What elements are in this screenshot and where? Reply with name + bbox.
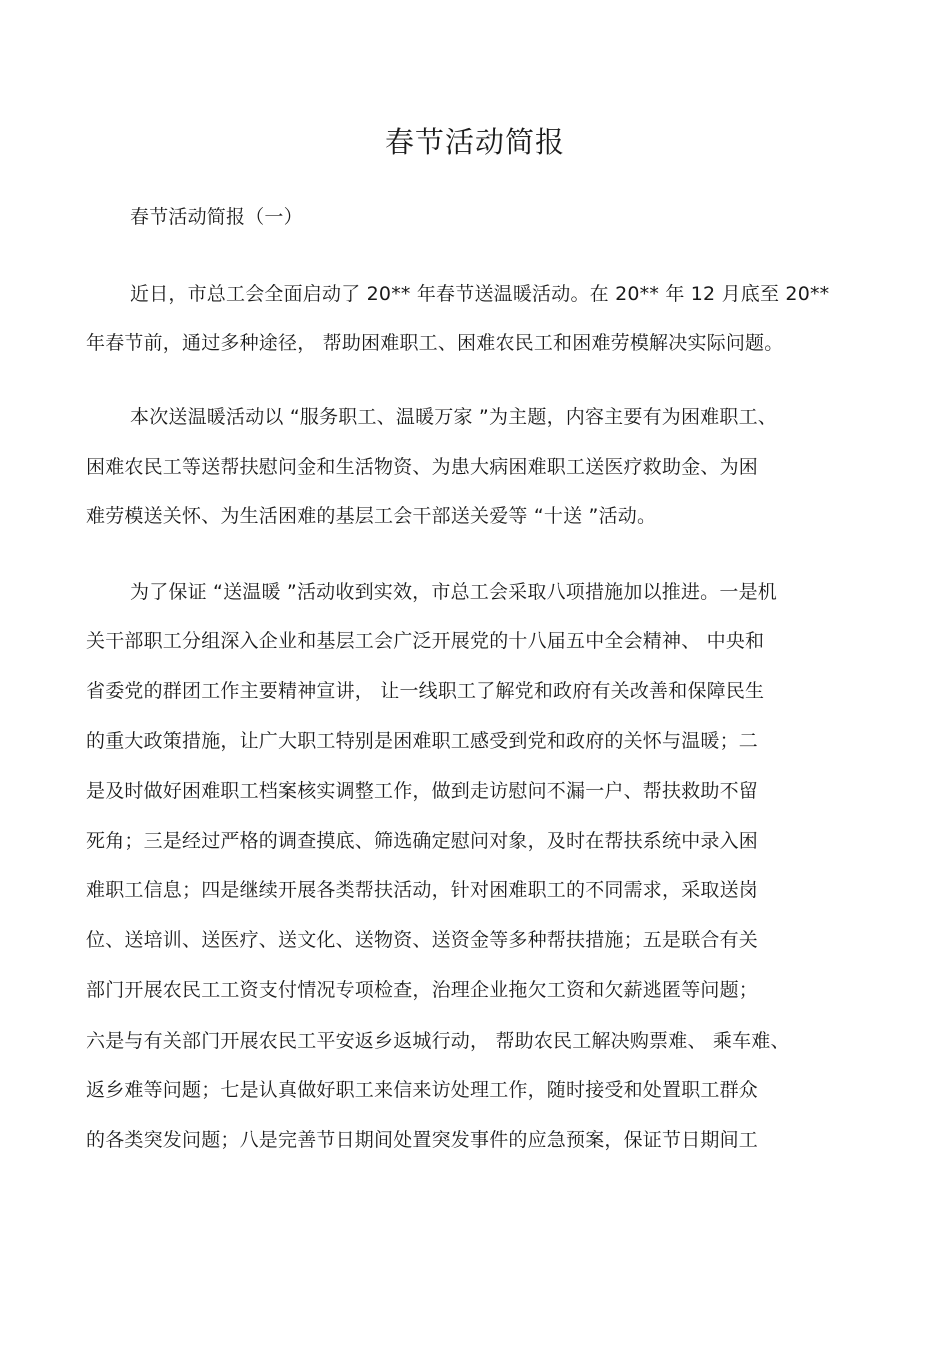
document-subtitle: 春节活动简报（一）: [130, 206, 303, 228]
text-line: 部门开展农民工工资支付情况专项检查，治理企业拖欠工资和欠薪逃匿等问题；: [86, 979, 759, 1001]
text-line: 的重大政策措施，让广大职工特别是困难职工感受到党和政府的关怀与温暖；二: [86, 730, 759, 752]
text-line: 返乡难等问题；七是认真做好职工来信来访处理工作，随时接受和处置职工群众: [86, 1079, 759, 1101]
text-line: 是及时做好困难职工档案核实调整工作，做到走访慰问不漏一户、帮扶救助不留: [86, 780, 759, 802]
text-line: 困难农民工等送帮扶慰问金和生活物资、为患大病困难职工送医疗救助金、为困: [86, 456, 759, 478]
text-line: 六是与有关部门开展农民工平安返乡返城行动， 帮助农民工解决购票难、 乘车难、: [86, 1030, 790, 1052]
text-line: 本次送温暖活动以 “服务职工、温暖万家 ”为主题，内容主要有为困难职工、: [130, 406, 777, 428]
text-line: 关干部职工分组深入企业和基层工会广泛开展党的十八届五中全会精神、 中央和: [86, 630, 765, 652]
text-line: 为了保证 “送温暖 ”活动收到实效，市总工会采取八项措施加以推进。一是机: [130, 581, 777, 603]
text-line: 位、送培训、送医疗、送文化、送物资、送资金等多种帮扶措施；五是联合有关: [86, 929, 759, 951]
document-title: 春节活动简报: [384, 125, 565, 159]
text-line: 年春节前，通过多种途径， 帮助困难职工、困难农民工和困难劳模解决实际问题。: [86, 332, 784, 354]
text-line: 近日，市总工会全面启动了 20** 年春节送温暖活动。在 20** 年 12 月底至 20**: [130, 283, 830, 305]
text-line: 死角；三是经过严格的调查摸底、筛选确定慰问对象，及时在帮扶系统中录入困: [86, 830, 759, 852]
text-line: 的各类突发问题；八是完善节日期间处置突发事件的应急预案，保证节日期间工: [86, 1129, 759, 1151]
text-line: 难劳模送关怀、为生活困难的基层工会干部送关爱等 “十送 ”活动。: [86, 505, 657, 527]
text-line: 难职工信息；四是继续开展各类帮扶活动，针对困难职工的不同需求，采取送岗: [86, 879, 759, 901]
text-line: 省委党的群团工作主要精神宣讲， 让一线职工了解党和政府有关改善和保障民生: [86, 680, 765, 702]
